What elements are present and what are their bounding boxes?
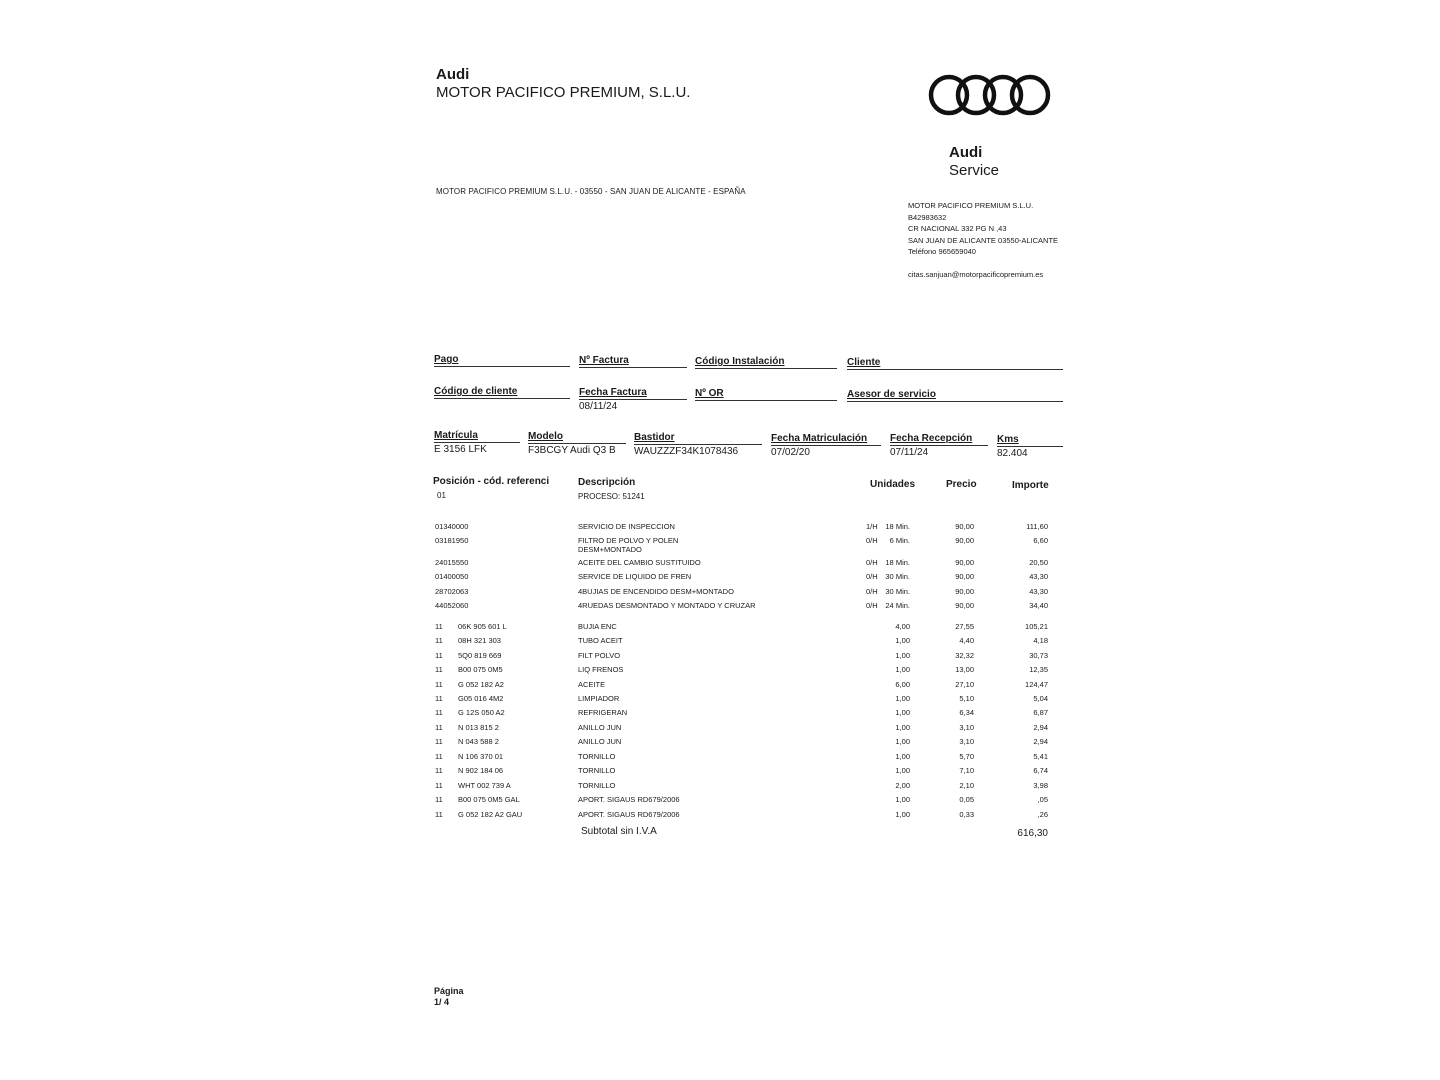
field-label: Kms: [997, 434, 1019, 445]
line-amount: 6,87: [1033, 708, 1048, 717]
field-value: 08/11/24: [579, 401, 618, 412]
line-pos: 11: [435, 766, 443, 775]
line-price: 6,34: [959, 708, 974, 717]
field-underline: [434, 398, 570, 399]
subtotal-label: Subtotal sin I.V.A: [581, 826, 657, 837]
line-ref: N 043 588 2: [458, 737, 499, 746]
line-desc: APORT. SIGAUS RD679/2006: [578, 810, 680, 819]
field-bastidor: [634, 432, 738, 458]
line-ref: 06K 905 601 L: [458, 622, 507, 631]
address-line: MOTOR PACIFICO PREMIUM S.L.U.: [908, 201, 1034, 210]
line-price: 90,00: [955, 536, 974, 545]
line-pos: 11: [435, 810, 443, 819]
field-label: Matrícula: [434, 430, 478, 441]
position-code: 01: [437, 491, 446, 500]
address-line: CR NACIONAL 332 PG N ,43: [908, 224, 1007, 233]
line-price: 90,00: [955, 601, 974, 610]
line-desc: ACEITE DEL CAMBIO SUSTITUIDO: [578, 558, 701, 567]
line-ref: B00 075 0M5: [458, 665, 503, 674]
sender-line: MOTOR PACIFICO PREMIUM S.L.U. - 03550 - SAN JUAN DE ALICANTE - ESPAÑA: [436, 187, 746, 196]
field-label: Fecha Recepción: [890, 433, 973, 444]
address-line: Teléfono 965659040: [908, 247, 976, 256]
line-desc: ANILLO JUN: [578, 723, 622, 732]
line-price: 2,10: [959, 781, 974, 790]
field-fecha-recepcion: [890, 433, 972, 459]
line-desc: APORT. SIGAUS RD679/2006: [578, 795, 680, 804]
page-label: Página: [434, 986, 464, 996]
field-label: Código Instalación: [695, 356, 785, 367]
line-amount: 5,41: [1033, 752, 1048, 761]
line-ref: 28702063: [435, 587, 469, 596]
line-pos: 11: [435, 651, 443, 660]
field-value: 82.404: [997, 448, 1028, 459]
line-desc: FILT POLVO: [578, 651, 621, 660]
line-amount: 6,74: [1033, 766, 1048, 775]
line-desc: TUBO ACEIT: [578, 636, 623, 645]
line-price: 90,00: [955, 572, 974, 581]
line-amount: 20,50: [1029, 558, 1048, 567]
company-name: MOTOR PACIFICO PREMIUM, S.L.U.: [436, 84, 691, 101]
line-amount: ,05: [1037, 795, 1048, 804]
line-ref: 08H 321 303: [458, 636, 501, 645]
line-units: 1,00: [895, 810, 910, 819]
line-ref: N 013 815 2: [458, 723, 499, 732]
line-amount: 30,73: [1029, 651, 1048, 660]
line-price: 13,00: [955, 665, 974, 674]
line-ref: B00 075 0M5 GAL: [458, 795, 520, 804]
line-units: 2,00: [895, 781, 910, 790]
field-label: Fecha Matriculación: [771, 433, 868, 444]
line-desc: FILTRO DE POLVO Y POLEN DESM+MONTADO: [578, 536, 679, 554]
line-desc: TORNILLO: [578, 752, 616, 761]
line-ref: N 902 184 06: [458, 766, 504, 775]
brand-name: Audi: [436, 66, 470, 83]
field-label: Asesor de servicio: [847, 389, 936, 400]
line-amount: 5,04: [1033, 694, 1048, 703]
field-fecha-factura: [579, 387, 647, 413]
field-label: Cliente: [847, 357, 881, 368]
line-ref: N 106 370 01: [458, 752, 504, 761]
line-price: 90,00: [955, 522, 974, 531]
line-ref: 03181950: [435, 536, 469, 545]
line-desc: SERVICIO DE INSPECCION: [578, 522, 675, 531]
line-desc: TORNILLO: [578, 766, 616, 775]
service-brand-block: [949, 144, 999, 180]
field-underline: [771, 445, 881, 446]
line-desc: ACEITE: [578, 680, 606, 689]
line-unit-type: 0/H: [866, 572, 878, 581]
field-label: Nº Factura: [579, 355, 629, 366]
line-pos: 11: [435, 636, 443, 645]
line-pos: 11: [435, 752, 443, 761]
field-label: Modelo: [528, 431, 563, 442]
line-units: 1,00: [895, 795, 910, 804]
field-underline: [579, 399, 687, 400]
line-units: 18 Min.: [885, 558, 910, 567]
field-value: 07/11/24: [890, 447, 929, 458]
col-header-position: Posición - cód. referenci: [433, 476, 550, 487]
field-modelo: [528, 431, 616, 457]
line-pos: 11: [435, 665, 443, 674]
service-brand: Audi: [949, 144, 983, 161]
page-indicator: [434, 986, 464, 1008]
line-price: 3,10: [959, 723, 974, 732]
line-price: 27,10: [955, 680, 974, 689]
col-header-price: Precio: [946, 479, 977, 490]
line-ref: 01400050: [435, 572, 469, 581]
line-pos: 11: [435, 622, 443, 631]
col-header-units: Unidades: [870, 479, 916, 490]
field-label: Fecha Factura: [579, 387, 647, 398]
service-label: Service: [949, 162, 1000, 179]
line-unit-type: 1/H: [866, 522, 878, 531]
line-ref: G 12S 050 A2: [458, 708, 505, 717]
line-desc: 4BUJIAS DE ENCENDIDO DESM+MONTADO: [578, 587, 734, 596]
field-underline: [890, 445, 988, 446]
process-number: PROCESO: 51241: [578, 492, 645, 501]
line-ref: WHT 002 739 A: [458, 781, 511, 790]
line-price: 0,05: [959, 795, 974, 804]
line-amount: 3,98: [1033, 781, 1048, 790]
field-kms: [997, 434, 1028, 460]
field-underline: [434, 442, 520, 443]
line-units: 1,00: [895, 694, 910, 703]
field-underline: [695, 400, 837, 401]
line-amount: 12,35: [1029, 665, 1048, 674]
line-units: 30 Min.: [885, 572, 910, 581]
line-pos: 11: [435, 723, 443, 732]
line-ref: 5Q0 819 669: [458, 651, 502, 660]
field-value: 07/02/20: [771, 447, 810, 458]
line-units: 1,00: [895, 651, 910, 660]
line-amount: 43,30: [1029, 572, 1048, 581]
subtotal-value: 616,30: [1017, 828, 1048, 839]
line-price: 5,10: [959, 694, 974, 703]
line-price: 27,55: [955, 622, 974, 631]
field-underline: [434, 366, 570, 367]
line-ref: G 052 182 A2 GAU: [458, 810, 523, 819]
page-number: 1/ 4: [434, 997, 450, 1007]
company-block: [436, 66, 690, 102]
field-underline: [997, 446, 1063, 447]
line-price: 90,00: [955, 587, 974, 596]
line-ref: 44052060: [435, 601, 469, 610]
line-price: 32,32: [955, 651, 974, 660]
line-units: 1,00: [895, 665, 910, 674]
line-amount: 105,21: [1025, 622, 1048, 631]
line-amount: 124,47: [1025, 680, 1048, 689]
field-underline: [695, 368, 837, 369]
line-units: 1,00: [895, 737, 910, 746]
field-label: Bastidor: [634, 432, 675, 443]
line-ref: G 052 182 A2: [458, 680, 504, 689]
line-unit-type: 0/H: [866, 558, 878, 567]
field-underline: [634, 444, 762, 445]
line-units: 6,00: [895, 680, 910, 689]
line-price: 7,10: [959, 766, 974, 775]
field-value: WAUZZZF34K1078436: [634, 446, 739, 457]
line-units: 18 Min.: [885, 522, 910, 531]
line-unit-type: 0/H: [866, 587, 878, 596]
dealer-address: [908, 200, 1058, 280]
line-price: 0,33: [959, 810, 974, 819]
line-price: 5,70: [959, 752, 974, 761]
line-amount: 2,94: [1033, 737, 1048, 746]
line-amount: 43,30: [1029, 587, 1048, 596]
field-label: Código de cliente: [434, 386, 518, 397]
line-ref: 01340000: [435, 522, 469, 531]
col-header-description: Descripción: [578, 477, 636, 488]
line-desc: LIMPIADOR: [578, 694, 620, 703]
line-pos: 11: [435, 694, 443, 703]
line-units: 1,00: [895, 636, 910, 645]
line-units: 1,00: [895, 723, 910, 732]
field-label: Nº OR: [695, 388, 724, 399]
field-label: Pago: [434, 354, 459, 365]
field-value: E 3156 LFK: [434, 444, 487, 455]
line-units: 1,00: [895, 766, 910, 775]
line-pos: 11: [435, 680, 443, 689]
line-amount: 2,94: [1033, 723, 1048, 732]
address-line: SAN JUAN DE ALICANTE 03550-ALICANTE: [908, 235, 1059, 245]
line-amount: 4,18: [1033, 636, 1048, 645]
field-underline: [847, 369, 1063, 370]
line-desc: LIQ FRENOS: [578, 665, 624, 674]
line-pos: 11: [435, 737, 443, 746]
address-line: B42983632: [908, 212, 947, 222]
line-amount: 34,40: [1029, 601, 1048, 610]
field-matricula: [434, 430, 487, 456]
audi-rings-logo: [928, 72, 1052, 118]
field-underline: [847, 401, 1063, 402]
field-fecha-matriculacion: [771, 433, 867, 459]
field-underline: [528, 443, 626, 444]
line-pos: 11: [435, 781, 443, 790]
line-amount: 111,60: [1026, 522, 1048, 531]
line-desc: ANILLO JUN: [578, 737, 622, 746]
line-desc: 4RUEDAS DESMONTADO Y MONTADO Y CRUZAR: [578, 601, 756, 610]
line-unit-type: 0/H: [866, 536, 878, 545]
dealer-email: citas.sanjuan@motorpacificopremium.es: [908, 269, 1044, 279]
line-amount: ,26: [1037, 810, 1048, 819]
line-pos: 11: [435, 795, 443, 804]
line-price: 4,40: [959, 636, 974, 645]
line-ref: 24015550: [435, 558, 469, 567]
field-underline: [579, 367, 687, 368]
line-units: 1,00: [895, 752, 910, 761]
line-desc: TORNILLO: [578, 781, 616, 790]
line-units: 4,00: [895, 622, 910, 631]
line-units: 24 Min.: [885, 601, 910, 610]
line-price: 3,10: [959, 737, 974, 746]
line-amount: 6,60: [1033, 536, 1048, 545]
line-unit-type: 0/H: [866, 601, 878, 610]
line-units: 6 Min.: [889, 536, 910, 545]
col-header-amount: Importe: [1012, 480, 1049, 491]
line-units: 30 Min.: [885, 587, 910, 596]
line-ref: G05 016 4M2: [458, 694, 504, 703]
field-value: F3BCGY Audi Q3 B: [528, 445, 616, 456]
line-price: 90,00: [955, 558, 974, 567]
line-units: 1,00: [895, 708, 910, 717]
line-desc: REFRIGERAN: [578, 708, 628, 717]
line-pos: 11: [435, 708, 443, 717]
line-desc: SERVICE DE LIQUIDO DE FREN: [578, 572, 692, 581]
line-desc: BUJIA ENC: [578, 622, 617, 631]
